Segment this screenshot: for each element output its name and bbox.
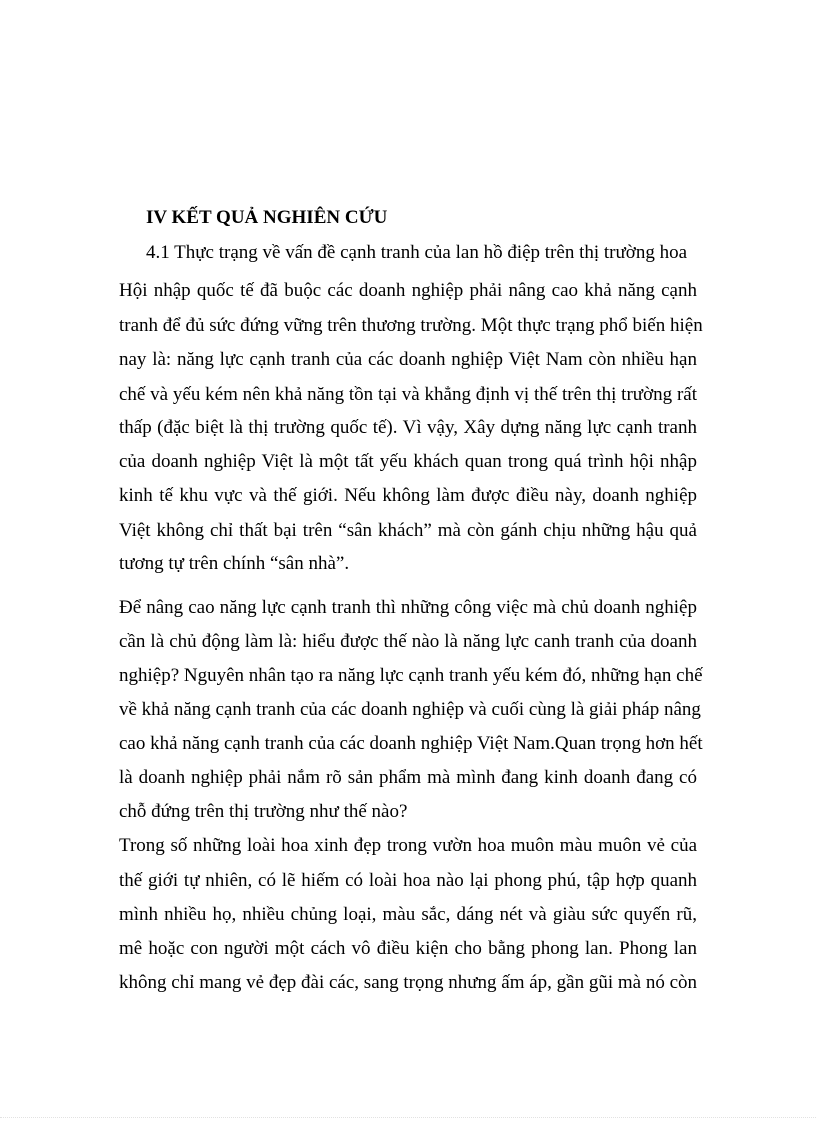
paragraph-line: kinh tế khu vực và thế giới. Nếu không làm được điều này, doanh nghiệp bbox=[119, 485, 697, 506]
paragraph-line: mình nhiều họ, nhiều chủng loại, màu sắc, dáng nét và giàu sức quyến rũ, bbox=[119, 904, 697, 925]
subsection-heading: 4.1 Thực trạng về vấn đề cạnh tranh của lan hồ điệp trên thị trường hoa bbox=[146, 242, 688, 263]
section-heading: IV KẾT QUẢ NGHIÊN CỨU bbox=[146, 207, 388, 228]
paragraph-line: Hội nhập quốc tế đã buộc các doanh nghiệp phải nâng cao khả năng cạnh bbox=[119, 280, 697, 301]
paragraph-line: Trong số những loài hoa xinh đẹp trong vườn hoa muôn màu muôn vẻ của bbox=[119, 835, 697, 856]
paragraph-line: mê hoặc con người một cách vô điều kiện cho bằng phong lan. Phong lan bbox=[119, 938, 697, 959]
paragraph-line: chế và yếu kém nên khả năng tồn tại và khẳng định vị thế trên thị trường rất bbox=[119, 384, 697, 405]
paragraph-line: tranh để đủ sức đứng vững trên thương trường. Một thực trạng phổ biến hiện bbox=[119, 315, 703, 336]
paragraph-line: thế giới tự nhiên, có lẽ hiếm có loài hoa nào lại phong phú, tập hợp quanh bbox=[119, 870, 697, 891]
paragraph-line: nghiệp? Nguyên nhân tạo ra năng lực cạnh tranh yếu kém đó, những hạn chế bbox=[119, 665, 703, 686]
paragraph-line: về khả năng cạnh tranh của các doanh nghiệp và cuối cùng là giải pháp nâng bbox=[119, 699, 701, 720]
paragraph-line: cần là chủ động làm là: hiểu được thế nào là năng lực canh tranh của doanh bbox=[119, 631, 697, 652]
paragraph-line: không chỉ mang vẻ đẹp đài các, sang trọng nhưng ấm áp, gần gũi mà nó còn bbox=[119, 972, 698, 993]
paragraph-line: Để nâng cao năng lực cạnh tranh thì những công việc mà chủ doanh nghiệp bbox=[119, 597, 697, 618]
paragraph-line: của doanh nghiệp Việt là một tất yếu khách quan trong quá trình hội nhập bbox=[119, 451, 697, 472]
paragraph-line: nay là: năng lực cạnh tranh của các doanh nghiệp Việt Nam còn nhiều hạn bbox=[119, 349, 697, 370]
paragraph-line: là doanh nghiệp phải nắm rõ sản phẩm mà mình đang kinh doanh đang có bbox=[119, 767, 697, 788]
paragraph-line: cao khả năng cạnh tranh của các doanh nghiệp Việt Nam.Quan trọng hơn hết bbox=[119, 733, 703, 754]
paragraph-line: thấp (đặc biệt là thị trường quốc tế). Vì vậy, Xây dựng năng lực cạnh tranh bbox=[119, 417, 697, 438]
paragraph-line: Việt không chỉ thất bại trên “sân khách” mà còn gánh chịu những hậu quả bbox=[119, 520, 697, 541]
paragraph-line: tương tự trên chính “sân nhà”. bbox=[119, 553, 350, 574]
paragraph-line: chỗ đứng trên thị trường như thế nào? bbox=[119, 801, 408, 822]
page-bottom-edge bbox=[0, 1117, 816, 1118]
